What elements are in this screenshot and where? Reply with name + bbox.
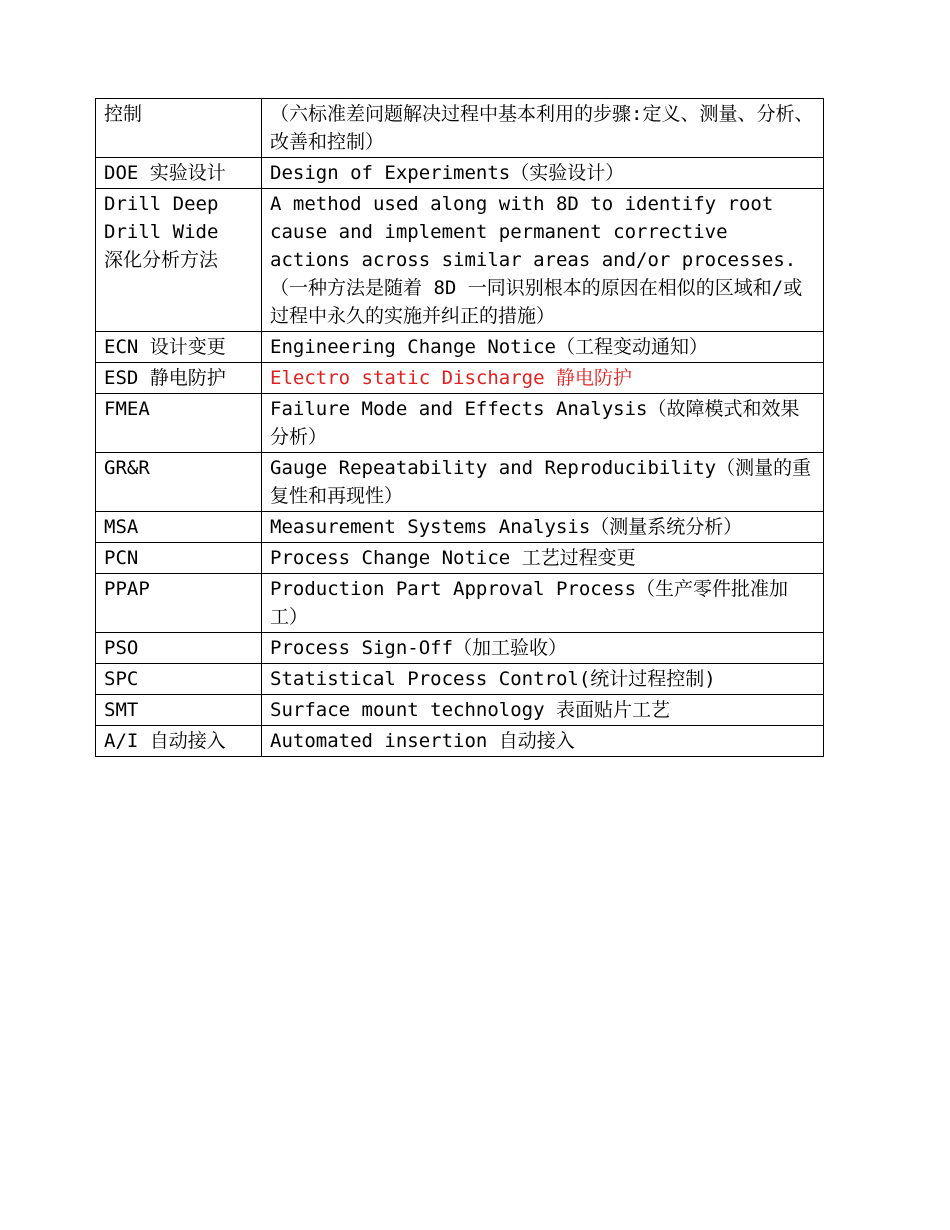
- definition-text: Process Sign-Off（加工验收）: [270, 637, 568, 659]
- definition-text: Process Change Notice 工艺过程变更: [270, 547, 636, 569]
- definition-text: Measurement Systems Analysis（测量系统分析）: [270, 516, 743, 538]
- glossary-table: [95, 98, 824, 757]
- term-text: 控制: [104, 103, 143, 125]
- term-text: PSO: [104, 637, 139, 659]
- table-row: [96, 453, 824, 512]
- term-cell: [96, 189, 262, 332]
- term-text: DOE 实验设计: [104, 162, 226, 184]
- term-cell: [96, 158, 262, 189]
- definition-text: Engineering Change Notice（工程变动通知）: [270, 336, 708, 358]
- term-text: Drill Deep: [104, 193, 219, 215]
- definition-cell: [262, 332, 824, 363]
- term-cell: [96, 99, 262, 158]
- definition-cell: [262, 726, 824, 757]
- table-row: [96, 512, 824, 543]
- table-row: [96, 332, 824, 363]
- definition-text: （一种方法是随着 8D 一同识别根本的原因在相似的区域和/或过程中永久的实施并纠正的措施）: [270, 277, 803, 327]
- table-row: [96, 574, 824, 633]
- term-text: A/I 自动接入: [104, 730, 226, 752]
- table-row: [96, 394, 824, 453]
- table-row: [96, 695, 824, 726]
- definition-text: Design of Experiments（实验设计）: [270, 162, 625, 184]
- table-row: [96, 363, 824, 394]
- term-text: PCN: [104, 547, 139, 569]
- definition-cell: [262, 158, 824, 189]
- definition-cell: [262, 394, 824, 453]
- definition-cell: [262, 695, 824, 726]
- definition-cell: [262, 99, 824, 158]
- definition-text: Failure Mode and Effects Analysis（故障模式和效果分析）: [270, 398, 800, 448]
- table-row: [96, 543, 824, 574]
- definition-text: Statistical Process Control(统计过程控制): [270, 668, 716, 690]
- definition-cell: [262, 512, 824, 543]
- term-cell: [96, 453, 262, 512]
- definition-cell: [262, 189, 824, 332]
- definition-cell: [262, 633, 824, 664]
- term-text: SPC: [104, 668, 139, 690]
- definition-cell: [262, 543, 824, 574]
- glossary-body: [96, 99, 824, 757]
- table-row: [96, 726, 824, 757]
- term-cell: [96, 363, 262, 394]
- term-cell: [96, 633, 262, 664]
- term-cell: [96, 695, 262, 726]
- table-row: [96, 99, 824, 158]
- term-text: MSA: [104, 516, 139, 538]
- term-cell: [96, 394, 262, 453]
- definition-cell: [262, 453, 824, 512]
- definition-text: Production Part Approval Process（生产零件批准加工）: [270, 578, 789, 628]
- term-text: ECN 设计变更: [104, 336, 226, 358]
- term-text: PPAP: [104, 578, 150, 600]
- term-cell: [96, 332, 262, 363]
- term-text: 深化分析方法: [104, 249, 219, 271]
- table-row: [96, 633, 824, 664]
- definition-cell: [262, 664, 824, 695]
- term-text: SMT: [104, 699, 139, 721]
- term-cell: [96, 664, 262, 695]
- definition-cell: [262, 363, 824, 394]
- definition-text: Surface mount technology 表面贴片工艺: [270, 699, 670, 721]
- term-text: FMEA: [104, 398, 150, 420]
- definition-text: Automated insertion 自动接入: [270, 730, 575, 752]
- term-text: Drill Wide: [104, 221, 219, 243]
- term-cell: [96, 574, 262, 633]
- definition-text: A method used along with 8D to identify root cause and implement permanent corrective actions across similar areas and/or processes.: [270, 193, 797, 271]
- definition-text: Gauge Repeatability and Reproducibility（测量的重复性和再现性）: [270, 457, 812, 507]
- definition-cell: [262, 574, 824, 633]
- table-row: [96, 158, 824, 189]
- table-row: [96, 189, 824, 332]
- definition-text: Electro static Discharge 静电防护: [270, 367, 632, 389]
- term-cell: [96, 543, 262, 574]
- term-cell: [96, 726, 262, 757]
- term-cell: [96, 512, 262, 543]
- term-text: GR&R: [104, 457, 150, 479]
- term-text: ESD 静电防护: [104, 367, 226, 389]
- definition-text: （六标准差问题解决过程中基本利用的步骤:定义、测量、分析、改善和控制）: [270, 103, 814, 153]
- table-row: [96, 664, 824, 695]
